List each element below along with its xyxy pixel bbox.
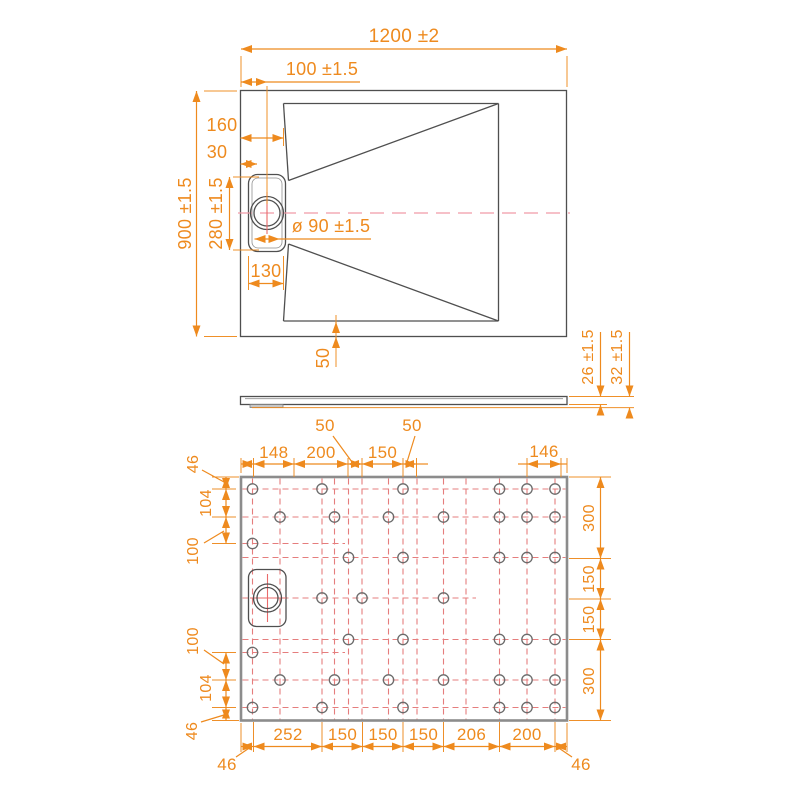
side-view xyxy=(241,329,635,414)
bottom-top-dimlines xyxy=(241,436,567,464)
bottom-view xyxy=(184,416,611,774)
dim-bottom-right-300-bottom: 300 xyxy=(581,667,598,695)
dim-bottom-bottom-206: 206 xyxy=(456,725,487,744)
dim-overall-height: 900 ±1.5 xyxy=(175,177,195,250)
dim-bottom-bottom-252: 252 xyxy=(273,725,303,744)
dim-bottom-bottom-200: 200 xyxy=(512,725,542,744)
dim-bottom-corner-46-right: 46 xyxy=(571,755,591,774)
dim-bottom-bottom-150b: 150 xyxy=(368,725,398,744)
dim-tray-height: 26 ±1.5 xyxy=(580,329,597,385)
dim-bottom-left-100-top: 100 xyxy=(185,537,202,565)
side-profile xyxy=(241,397,568,405)
side-drain-flange xyxy=(250,405,283,408)
dim-bottom-bottom-150a: 150 xyxy=(327,725,358,744)
slope-diagonal-top xyxy=(289,104,499,181)
dim-bottom-left-100-bottom: 100 xyxy=(185,627,202,655)
dim-bottom-top-150: 150 xyxy=(367,443,398,462)
dim-bottom-left-104-top: 104 xyxy=(198,489,215,517)
bottom-outer-rect xyxy=(241,477,567,721)
dim-bottom-top-50-first: 50 xyxy=(315,416,335,435)
dim-bottom-top-50-second: 50 xyxy=(402,416,422,435)
tray-floor-outline xyxy=(284,104,499,322)
dim-bottom-bottom-150c: 150 xyxy=(408,725,439,744)
top-view xyxy=(175,26,570,368)
dim-bottom-corner-46-left: 46 xyxy=(217,755,237,774)
dim-bottom-right-150-bottom: 150 xyxy=(581,605,598,634)
dim-bottom-right-300-top: 300 xyxy=(581,504,598,532)
dim-bottom-left-104-bottom: 104 xyxy=(198,674,215,702)
bottom-grid xyxy=(243,479,566,720)
bottom-top-extlines xyxy=(241,458,567,477)
slope-diagonal-bottom xyxy=(289,244,499,321)
dim-edge-to-floor: 160 xyxy=(206,115,238,135)
dim-drain-diameter: ø 90 ±1.5 xyxy=(291,216,371,236)
dim-bottom-top-148: 148 xyxy=(259,443,289,462)
dim-border-width: 50 xyxy=(313,347,333,369)
dim-drain-offset: 100 ±1.5 xyxy=(285,59,359,79)
dim-bottom-left-46-bottom: 46 xyxy=(184,721,201,741)
dim-total-height: 32 ±1.5 xyxy=(609,329,626,385)
dim-overall-width: 1200 ±2 xyxy=(368,26,440,47)
dim-bottom-top-146: 146 xyxy=(529,442,559,461)
bottom-bottom-dimlines xyxy=(236,747,572,758)
dim-bottom-top-200: 200 xyxy=(306,443,336,462)
dim-edge-to-drain: 30 xyxy=(206,142,228,162)
dim-channel-width: 130 xyxy=(250,261,282,281)
dim-channel-length: 280 ±1.5 xyxy=(206,177,226,250)
dim-bottom-left-46-top: 46 xyxy=(185,454,202,474)
dim-bottom-right-150-top: 150 xyxy=(581,565,598,593)
